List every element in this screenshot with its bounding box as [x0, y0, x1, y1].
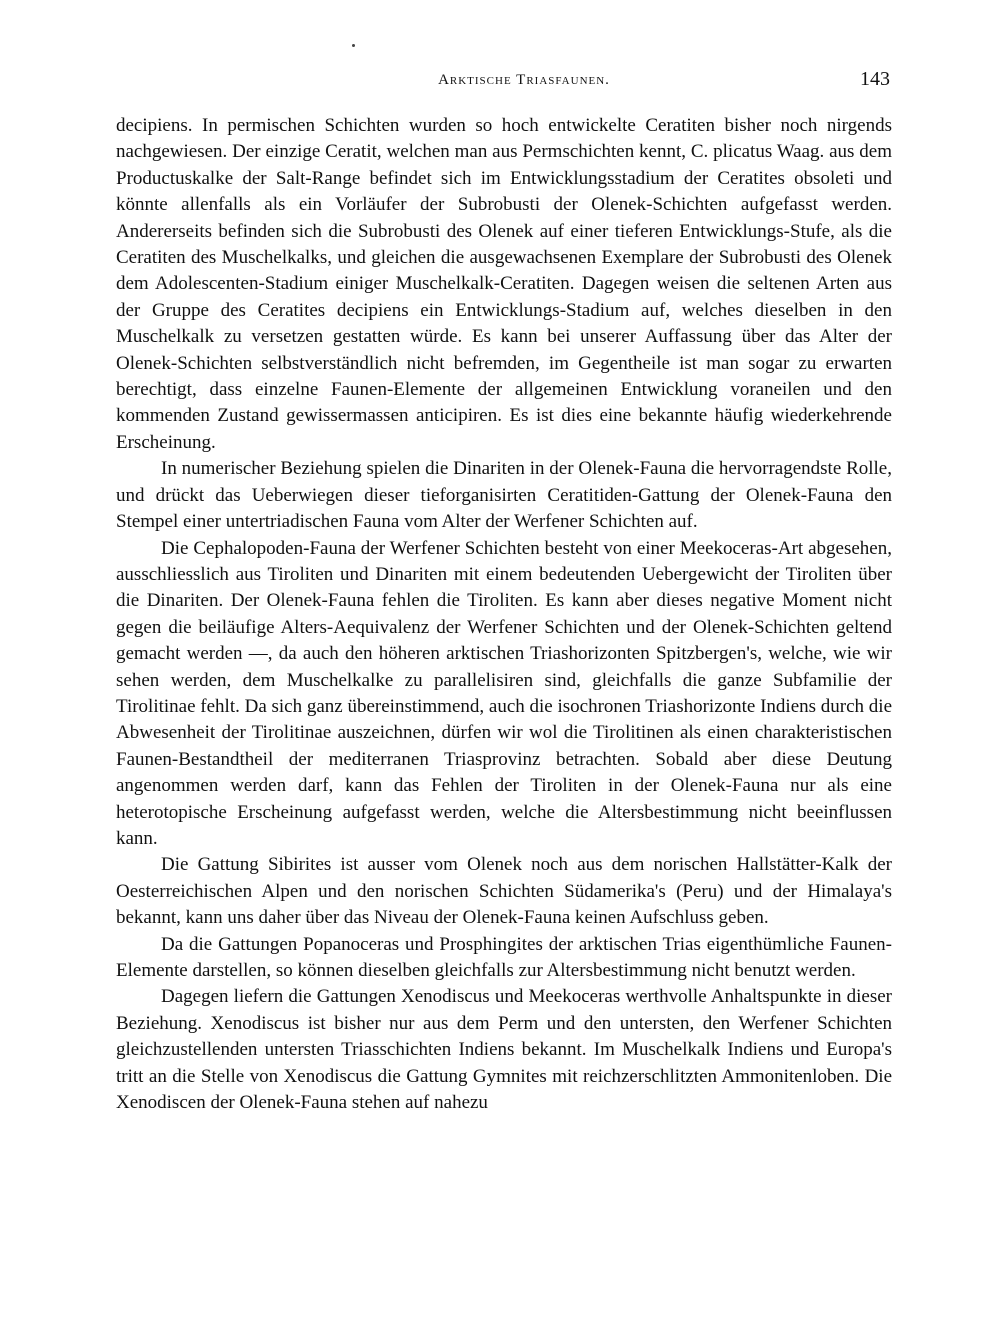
- speck-mark: [352, 44, 355, 47]
- page-header: [116, 68, 892, 98]
- running-head: Arktische Triasfaunen.: [438, 72, 610, 88]
- paragraph: In numerischer Beziehung spielen die Dinariten in der Olenek-Fauna die hervorragendste Rolle, und drückt das Ueberwiegen dieser tieforganisirten Ceratitiden-Gattung der Olenek-Fauna den Stempel einer untertriadischen Fauna vom Alter der Werfener Schichten auf.: [116, 458, 892, 533]
- paragraph: Dagegen liefern die Gattungen Xenodiscus und Meekoceras werthvolle Anhaltspunkte in dieser Beziehung. Xenodiscus ist bisher nur aus dem Perm und den untersten, den Werfener Schichten gleichzustellenden untersten Triasschichten Indiens bekannt. Im Muschelkalk Indiens und Europa's tritt an die Stelle von Xenodiscus die Gattung Gymnites mit reichzerschlitzten Ammonitenloben. Die Xenodiscen der Olenek-Fauna stehen auf nahezu: [116, 986, 892, 1114]
- paragraph: Da die Gattungen Popanoceras und Prosphingites der arktischen Trias eigenthümliche Faunen-Elemente darstellen, so können dieselben gleichfalls zur Altersbestimmung nicht benutzt werden.: [116, 933, 892, 981]
- paragraph: Die Cephalopoden-Fauna der Werfener Schichten besteht von einer Meekoceras-Art abgesehen, ausschliesslich aus Tiroliten und Dinariten mit einem bedeutenden Uebergewicht der Tiroliten über die Dinariten. Der Olenek-Fauna fehlen die Tiroliten. Es kann aber dieses negative Moment nicht gegen die beiläufige Alters-Aequivalenz der Werfener Schichten und der Olenek-Schichten geltend gemacht werden —, da auch den höheren arktischen Triashorizonten Spitzbergen's, welche, wie wir sehen werden, dem Muschelkalke zu parallelisiren sind, gleichfalls die ganze Subfamilie der Tirolitinae fehlt. Da sich ganz übereinstimmend, auch die isochronen Triashorizonte Indiens durch die Abwesenheit der Tirolitinae auszeichnen, dürfen wir wol die Tirolitinen als einen charakteristischen Faunen-Bestandtheil der mediterranen Triasprovinz betrachten. Sobald aber diese Deutung angenommen werden darf, kann das Fehlen der Tiroliten in der Olenek-Fauna nur als eine heterotopische Erscheinung aufgefasst werden, welche die Altersbestimmung nicht beeinflussen kann.: [116, 537, 893, 849]
- body-text: [116, 113, 892, 1116]
- paragraph: Die Gattung Sibirites ist ausser vom Olenek noch aus dem norischen Hallstätter-Kalk der Oesterreichischen Alpen und den norischen Schichten Südamerika's (Peru) und der Himalaya's bekannt, kann uns daher über das Niveau der Olenek-Fauna keinen Aufschluss geben.: [116, 854, 892, 929]
- paragraph: decipiens. In permischen Schichten wurden so hoch entwickelte Ceratiten bisher noch nirgends nachgewiesen. Der einzige Ceratit, welchen man aus Permschichten kennt, C. plicatus Waag. aus dem Productuskalke der Salt-Range befindet sich im Entwicklungsstadium der Ceratites obsoleti und könnte allenfalls als ein Vorläufer der Subrobusti der Olenek-Schichten aufgefasst werden. Andererseits befinden sich die Subrobusti des Olenek auf einer tieferen Entwicklungs-Stufe, als die Ceratiten des Muschelkalks, und gleichen die ausgewachsenen Exemplare der Subrobusti des Olenek dem Adolescenten-Stadium einiger Muschelkalk-Ceratiten. Dagegen weisen die seltenen Arten aus der Gruppe des Ceratites decipiens ein Entwicklungs-Stadium auf, welches dieselben in den Muschelkalk zu versetzen gestatten würde. Es kann bei unserer Auffassung über das Alter der Olenek-Schichten selbstverständlich nicht befremden, im Gegentheile ist man sogar zu erwarten berechtigt, dass einzelne Faunen-Elemente der allgemeinen Entwicklung voraneilen und den kommenden Zustand gewissermassen anticipiren. Es ist dies eine bekannte häufig wiederkehrende Erscheinung.: [116, 115, 892, 453]
- page-number: 143: [860, 68, 890, 90]
